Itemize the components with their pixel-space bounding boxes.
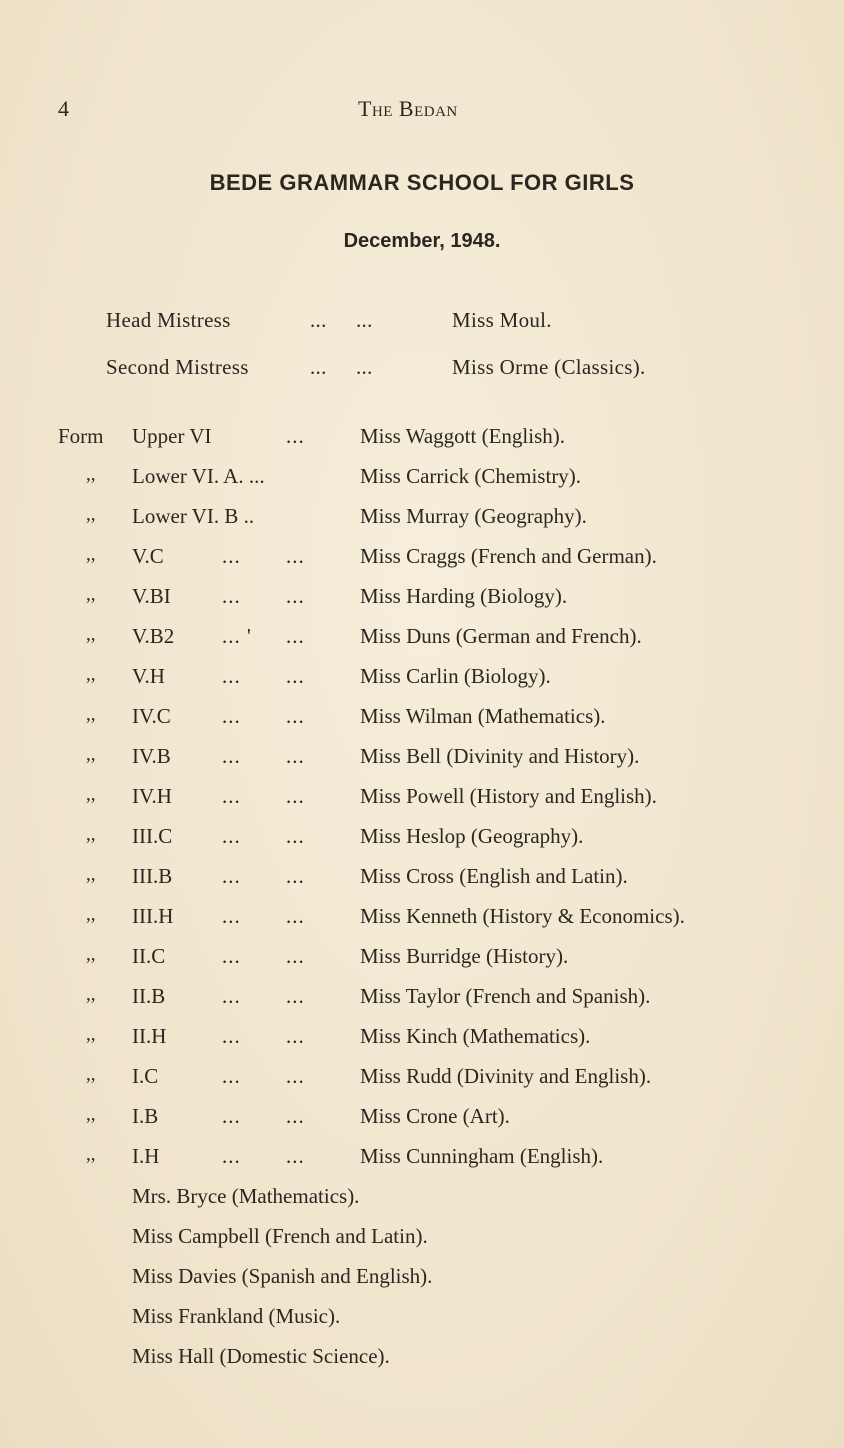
form-teacher: Miss Murray (Geography). [360, 504, 587, 528]
form-name: V.H [132, 664, 165, 688]
ditto-mark: ,, [86, 1144, 96, 1165]
form-name: Upper VI [132, 424, 212, 448]
running-head [358, 96, 458, 122]
form-dots: ... [222, 1144, 241, 1168]
form-dots: ... [286, 424, 305, 448]
staff-row-second-mistress [0, 355, 844, 385]
form-name: II.B [132, 984, 166, 1008]
form-name: Lower VI. B .. [132, 504, 255, 528]
form-teacher: Miss Carlin (Biology). [360, 664, 551, 688]
form-dots: ... [286, 1064, 305, 1088]
staff-dots: ... [356, 355, 373, 379]
form-name: V.BI [132, 584, 171, 608]
form-row [0, 784, 844, 814]
form-name: V.B2 [132, 624, 175, 648]
date-line: December, 1948. [343, 230, 501, 252]
form-dots: ... [222, 544, 241, 568]
ditto-mark: ,, [86, 1024, 96, 1045]
staff-name: Miss Orme (Classics). [452, 355, 646, 379]
form-dots: ... [286, 624, 305, 648]
form-teacher: Miss Heslop (Geography). [360, 824, 584, 848]
ditto-mark: ,, [86, 1064, 96, 1085]
ditto-mark: ,, [86, 984, 96, 1005]
form-dots: ... [286, 1024, 305, 1048]
form-name: V.C [132, 544, 164, 568]
form-row [0, 904, 844, 934]
form-row [0, 824, 844, 854]
form-name: III.B [132, 864, 173, 888]
form-row [0, 744, 844, 774]
form-dots: ... [222, 744, 241, 768]
ditto-mark: ,, [86, 464, 96, 485]
form-name: III.C [132, 824, 173, 848]
form-teacher: Miss Cunningham (English). [360, 1144, 604, 1168]
ditto-mark: ,, [86, 744, 96, 765]
ditto-mark: ,, [86, 824, 96, 845]
form-row [0, 944, 844, 974]
form-row [0, 624, 844, 654]
form-teacher: Miss Duns (German and French). [360, 624, 642, 648]
form-dots: ... [222, 824, 241, 848]
form-dots: ... [222, 584, 241, 608]
ditto-mark: ,, [86, 1104, 96, 1125]
form-row [0, 984, 844, 1014]
form-row [0, 1064, 844, 1094]
form-name: III.H [132, 904, 174, 928]
form-dots: ... [222, 1064, 241, 1088]
staff-dots: ... [310, 355, 327, 379]
form-dots: ... [222, 704, 241, 728]
form-dots: ... [286, 664, 305, 688]
form-teacher: Miss Rudd (Divinity and English). [360, 1064, 652, 1088]
form-dots: ... [286, 904, 305, 928]
staff-dots: ... [310, 308, 327, 332]
form-teacher: Miss Craggs (French and German). [360, 544, 657, 568]
form-name: IV.C [132, 704, 171, 728]
form-teacher: Miss Powell (History and English). [360, 784, 657, 808]
form-teacher: Miss Wilman (Mathematics). [360, 704, 606, 728]
form-dots: ... [286, 544, 305, 568]
form-dots: ... [286, 944, 305, 968]
form-row [0, 1144, 844, 1174]
form-name: I.H [132, 1144, 160, 1168]
form-row [0, 504, 844, 534]
other-staff-item: Miss Campbell (French and Latin). [132, 1224, 428, 1248]
ditto-mark: ,, [86, 704, 96, 725]
form-teacher: Miss Kenneth (History & Economics). [360, 904, 685, 928]
other-staff-item: Miss Davies (Spanish and English). [132, 1264, 433, 1288]
ditto-mark: ,, [86, 784, 96, 805]
form-dots: ... [286, 744, 305, 768]
form-name: I.C [132, 1064, 159, 1088]
form-dots: ... [286, 784, 305, 808]
form-dots: ... [222, 1104, 241, 1128]
page-number: 4 [58, 96, 69, 121]
form-dots: ... [286, 824, 305, 848]
form-dots: ... ' [222, 624, 252, 648]
form-dots: ... [222, 904, 241, 928]
form-dots: ... [286, 584, 305, 608]
form-row [0, 704, 844, 734]
form-name: I.B [132, 1104, 159, 1128]
ditto-mark: ,, [86, 904, 96, 925]
form-teacher: Miss Harding (Biology). [360, 584, 568, 608]
form-dots: ... [222, 664, 241, 688]
staff-name: Miss Moul. [452, 308, 552, 332]
staff-role: Second Mistress [106, 355, 249, 379]
ditto-mark: ,, [86, 624, 96, 645]
other-staff-item: Miss Frankland (Music). [132, 1304, 341, 1328]
form-row [0, 1024, 844, 1054]
form-teacher: Miss Kinch (Mathematics). [360, 1024, 591, 1048]
school-title: BEDE GRAMMAR SCHOOL FOR GIRLS [209, 170, 635, 195]
ditto-mark: ,, [86, 544, 96, 565]
form-dots: ... [286, 1104, 305, 1128]
ditto-mark: ,, [86, 944, 96, 965]
form-dots: ... [286, 984, 305, 1008]
form-row [0, 544, 844, 574]
form-row [0, 864, 844, 894]
ditto-mark: ,, [86, 584, 96, 605]
running-head-text: The Bedan [358, 96, 458, 121]
form-dots: ... [286, 864, 305, 888]
form-dots: ... [222, 984, 241, 1008]
staff-row-head-mistress [0, 308, 844, 338]
form-row [0, 584, 844, 614]
form-name: IV.H [132, 784, 172, 808]
form-row [0, 664, 844, 694]
form-name: II.C [132, 944, 166, 968]
ditto-mark: ,, [86, 664, 96, 685]
form-dots: ... [222, 1024, 241, 1048]
form-label: Form [58, 424, 104, 448]
form-dots: ... [222, 784, 241, 808]
form-dots: ... [286, 704, 305, 728]
staff-role: Head Mistress [106, 308, 231, 332]
form-dots: ... [286, 1144, 305, 1168]
form-teacher: Miss Crone (Art). [360, 1104, 510, 1128]
other-staff-item: Mrs. Bryce (Mathematics). [132, 1184, 360, 1208]
other-staff-item: Miss Hall (Domestic Science). [132, 1344, 390, 1368]
ditto-mark: ,, [86, 504, 96, 525]
form-name: IV.B [132, 744, 171, 768]
form-row [0, 424, 844, 454]
form-name: Lower VI. A. ... [132, 464, 265, 488]
form-teacher: Miss Waggott (English). [360, 424, 566, 448]
form-row [0, 1104, 844, 1134]
form-teacher: Miss Bell (Divinity and History). [360, 744, 640, 768]
form-teacher: Miss Burridge (History). [360, 944, 569, 968]
form-row [0, 464, 844, 494]
form-teacher: Miss Carrick (Chemistry). [360, 464, 582, 488]
staff-dots: ... [356, 308, 373, 332]
ditto-mark: ,, [86, 864, 96, 885]
form-dots: ... [222, 944, 241, 968]
form-teacher: Miss Cross (English and Latin). [360, 864, 628, 888]
form-dots: ... [222, 864, 241, 888]
form-teacher: Miss Taylor (French and Spanish). [360, 984, 651, 1008]
form-name: II.H [132, 1024, 167, 1048]
